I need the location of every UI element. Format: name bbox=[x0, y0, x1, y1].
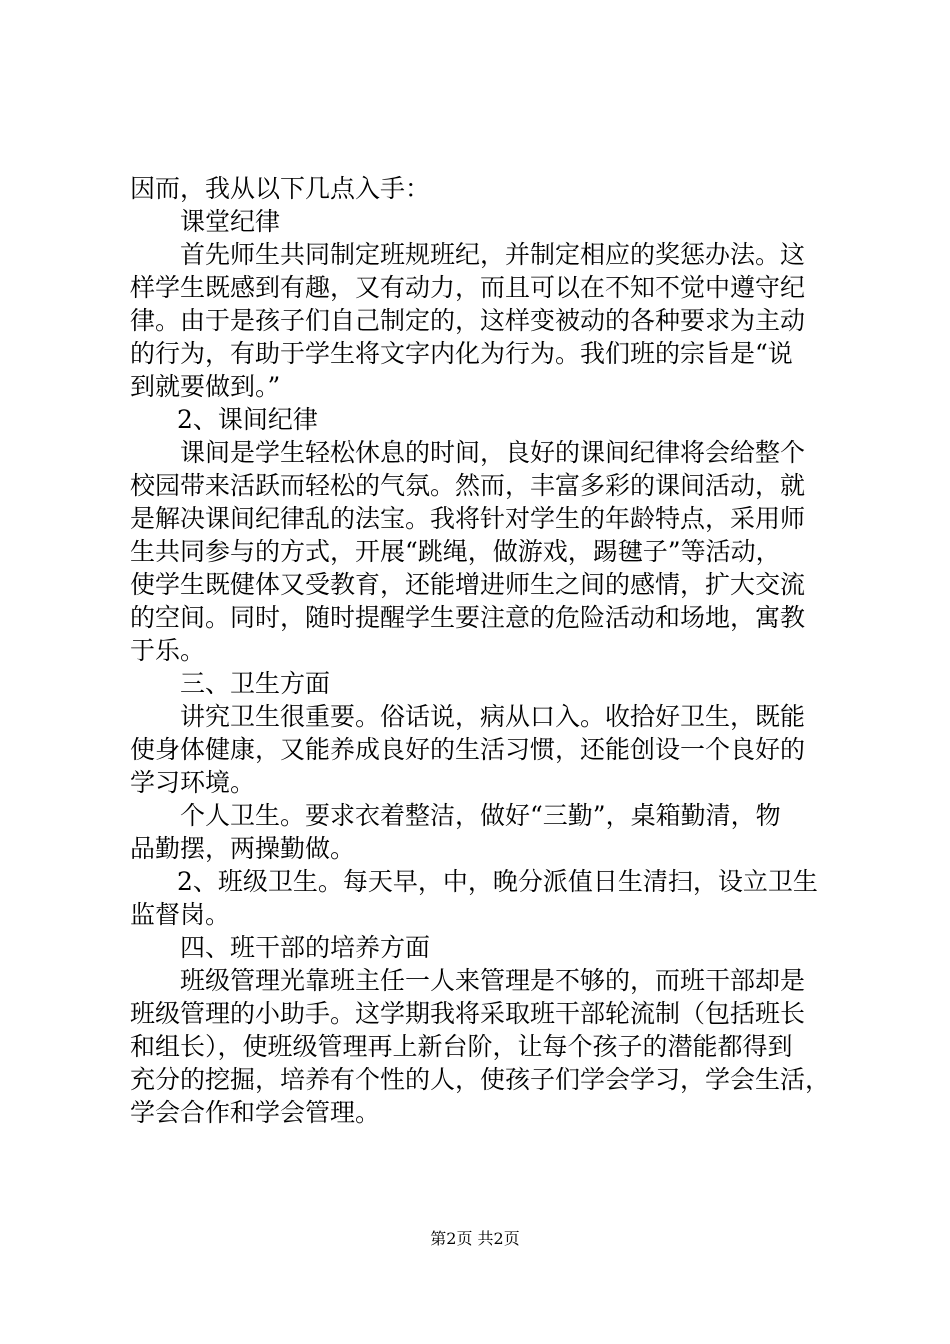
heading-class-cadres: 四、班干部的培养方面 bbox=[180, 933, 431, 962]
text-line: 课间是学生轻松休息的时间，良好的课间纪律将会给整个 bbox=[180, 438, 806, 467]
text-line: 因而，我从以下几点入手： bbox=[130, 174, 431, 203]
text-line: 班级管理光靠班主任一人来管理是不够的，而班干部却是 bbox=[180, 966, 806, 995]
text-line: 的行为，有助于学生将文字内化为行为。我们班的宗旨是“说 bbox=[130, 339, 793, 368]
text-line: 2、班级卫生。每天早，中，晚分派值日生清扫，设立卫生 bbox=[177, 867, 818, 896]
heading-hygiene: 三、卫生方面 bbox=[180, 669, 331, 698]
heading-classroom-discipline: 课堂纪律 bbox=[180, 207, 281, 236]
text-line: 监督岗。 bbox=[130, 900, 231, 929]
text-line: 品勤摆，两操勤做。 bbox=[130, 834, 356, 863]
text-line: 充分的挖掘，培养有个性的人，使孩子们学会学习，学会生活， bbox=[130, 1065, 831, 1094]
text-line: 个人卫生。要求衣着整洁，做好“三勤”，桌箱勤清，物 bbox=[180, 801, 781, 830]
text-line: 的空间。同时，随时提醒学生要注意的危险活动和场地，寓教 bbox=[130, 603, 806, 632]
text-line: 使身体健康，又能养成良好的生活习惯，还能创设一个良好的 bbox=[130, 735, 806, 764]
text-line: 使学生既健体又受教育，还能增进师生之间的感情，扩大交流 bbox=[130, 570, 806, 599]
text-line: 校园带来活跃而轻松的气氛。然而，丰富多彩的课间活动，就 bbox=[130, 471, 806, 500]
text-line: 学习环境。 bbox=[130, 768, 256, 797]
text-line: 讲究卫生很重要。俗话说，病从口入。收拾好卫生，既能 bbox=[180, 702, 806, 731]
page-number: 第2页 共2页 bbox=[430, 1229, 520, 1248]
text-line: 学会合作和学会管理。 bbox=[130, 1098, 381, 1127]
text-line: 于乐。 bbox=[130, 636, 206, 665]
text-line: 样学生既感到有趣，又有动力，而且可以在不知不觉中遵守纪 bbox=[130, 273, 806, 302]
text-line: 首先师生共同制定班规班纪，并制定相应的奖惩办法。这 bbox=[180, 240, 806, 269]
text-line: 到就要做到。” bbox=[130, 372, 281, 401]
text-line: 和组长），使班级管理再上新台阶，让每个孩子的潜能都得到 bbox=[130, 1032, 793, 1061]
text-line: 律。由于是孩子们自己制定的，这样变被动的各种要求为主动 bbox=[130, 306, 806, 335]
text-line: 班级管理的小助手。这学期我将采取班干部轮流制（包括班长 bbox=[130, 999, 806, 1028]
text-line: 是解决课间纪律乱的法宝。我将针对学生的年龄特点，采用师 bbox=[130, 504, 806, 533]
heading-break-discipline: 2、课间纪律 bbox=[177, 405, 318, 434]
text-line: 生共同参与的方式，开展“跳绳，做游戏，踢毽子”等活动， bbox=[130, 537, 781, 566]
